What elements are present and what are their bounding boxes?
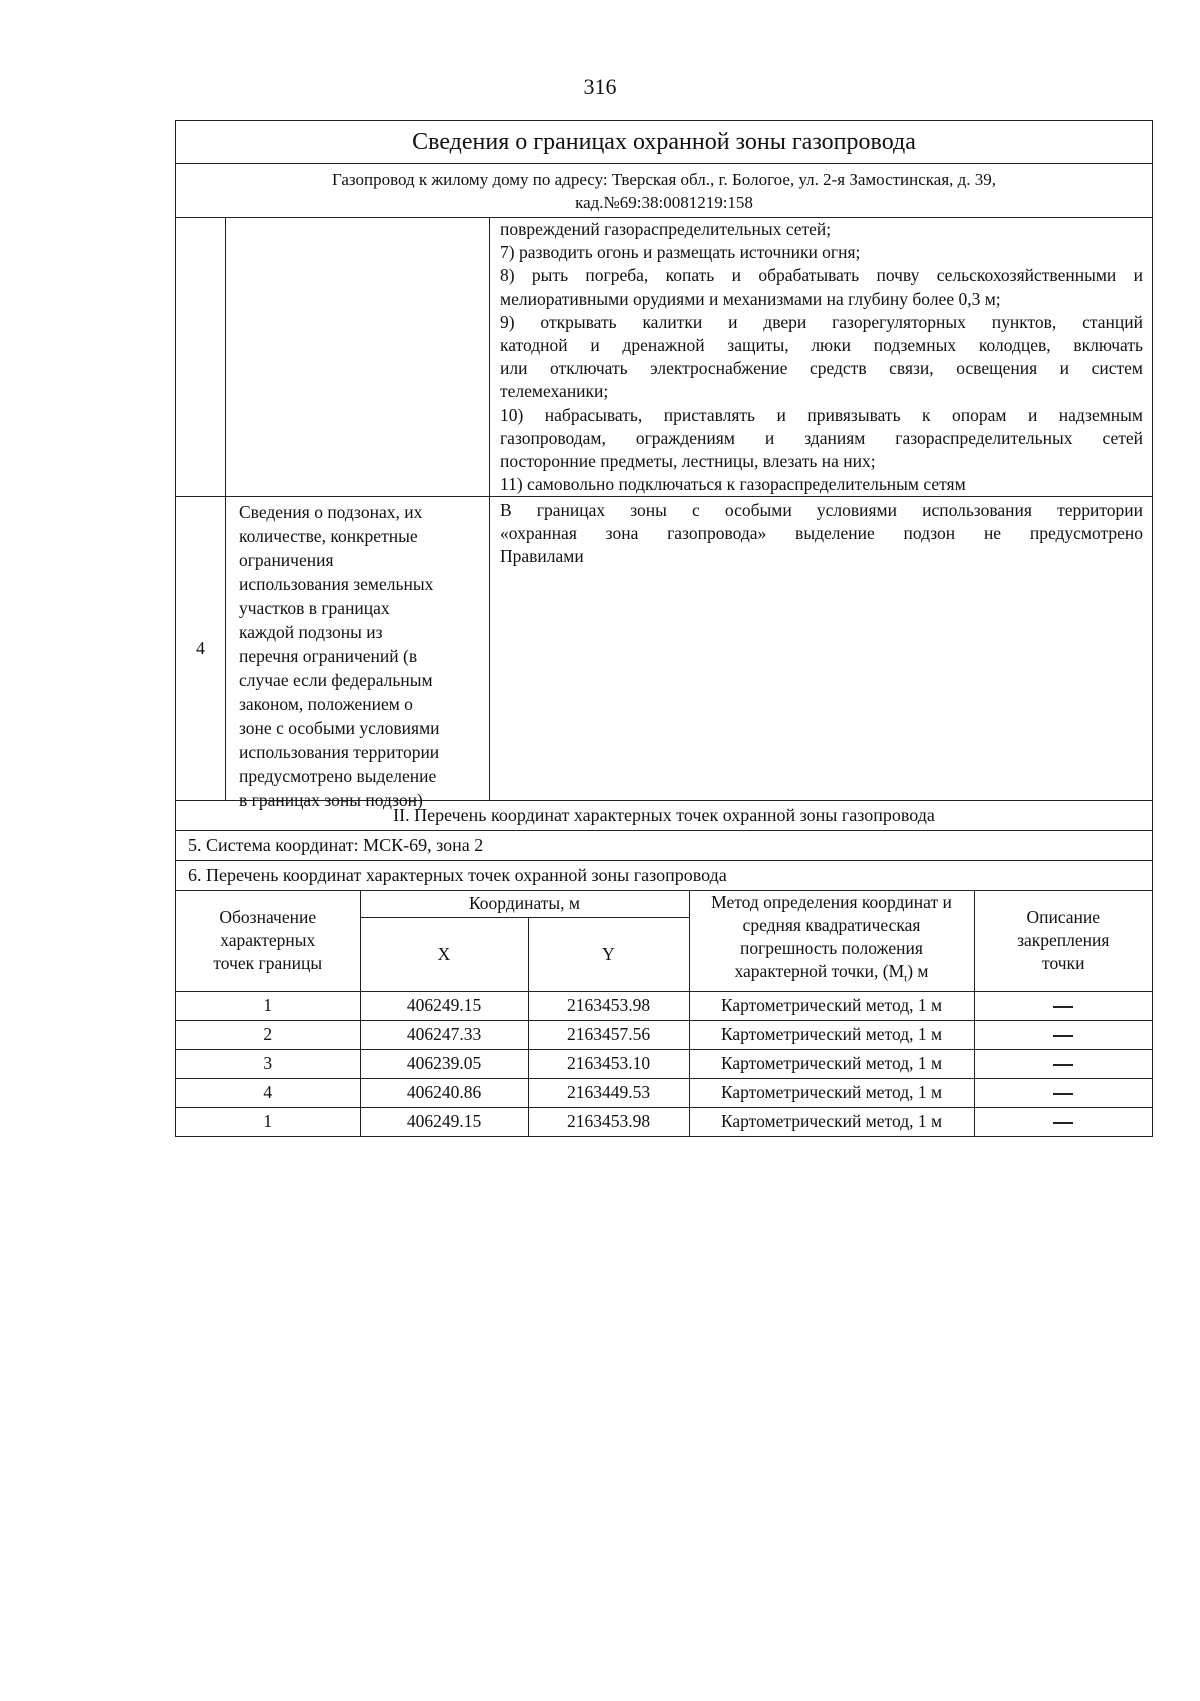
text-line: катодной и дренажной защиты, люки подземных колодцев, включать (500, 334, 1143, 355)
header-y: Y (528, 917, 689, 991)
header-point: Обозначение характерных точек границы (176, 891, 360, 991)
text-line: В границах зоны с особыми условиями использования территории (500, 500, 1143, 520)
row-number: 4 (176, 497, 226, 800)
text-line: 10) набрасывать, приставлять и привязывать к опорам и надземным (500, 404, 1143, 425)
text-line: или отключать электроснабжение средств связи, освещения и систем (500, 358, 1143, 379)
label-line: Сведения о подзонах, их (239, 502, 423, 522)
label-line: случае если федеральным (239, 670, 433, 690)
text-line: Правилами (500, 546, 584, 567)
label-line: в границах зоны подзон) (239, 790, 423, 810)
subzones-text (490, 497, 1152, 800)
row-number-cell (176, 218, 226, 496)
coordinate-system: 5. Система координат: МСК-69, зона 2 (176, 831, 1152, 861)
coordinates-table (176, 891, 1152, 1136)
restrictions-row (176, 218, 1152, 497)
subzones-row (176, 497, 1152, 810)
text-line: посторонние предметы, лестницы, влезать на них; (500, 450, 876, 471)
page-number: 316 (583, 74, 617, 99)
text-line: мелиоративными орудиями и механизмами на глубину более 0,3 м; (500, 288, 1001, 309)
text-line: «охранная зона газопровода» выделение подзон не предусмотрено (500, 523, 1143, 544)
table-row: 2 406247.33 2163457.56 Картометрический метод, 1 м (176, 1020, 1152, 1049)
text-line: 9) открывать калитки и двери газорегуляторных пунктов, станций (500, 311, 1143, 332)
table-row: 3 406239.05 2163453.10 Картометрический метод, 1 м (176, 1049, 1152, 1078)
text-line: 8) рыть погреба, копать и обрабатывать почву сельскохозяйственными и (500, 265, 1143, 286)
header-coordinates: Координаты, м (360, 891, 689, 917)
label-line: зоне с особыми условиями (239, 718, 440, 738)
text-line: телемеханики; (500, 381, 609, 402)
dash-mark (1053, 1006, 1073, 1008)
label-line: законом, положением о (239, 694, 413, 714)
label-line: ограничения (239, 550, 334, 570)
restrictions-text (490, 218, 1152, 496)
document-title: Сведения о границах охранной зоны газопровода (176, 121, 1152, 164)
subtitle-line: Газопровод к жилому дому по адресу: Тверская обл., г. Бологое, ул. 2-я Замостинская, д. 39, (331, 170, 997, 189)
label-line: участков в границах (239, 598, 390, 618)
text-line: повреждений газораспределительных сетей; (500, 219, 832, 239)
header-description: Описание закрепления точки (974, 891, 1152, 991)
label-line: каждой подзоны из (239, 622, 383, 642)
table-row: 4 406240.86 2163449.53 Картометрический метод, 1 м (176, 1078, 1152, 1107)
label-line: перечня ограничений (в (239, 646, 418, 666)
coordinate-list-title: 6. Перечень координат характерных точек охранной зоны газопровода (176, 861, 1152, 891)
text-line: газопроводам, ограждениям и зданиям газораспределительных сетей (500, 427, 1143, 448)
row-label-cell (226, 218, 490, 496)
subzones-label (226, 497, 490, 810)
label-line: использования территории (239, 742, 440, 762)
label-line: использования земельных (239, 574, 434, 594)
dash-mark (1053, 1122, 1073, 1124)
label-line: предусмотрено выделение (239, 766, 437, 786)
dash-mark (1053, 1064, 1073, 1066)
dash-mark (1053, 1093, 1073, 1095)
label-line: количестве, конкретные (239, 526, 418, 546)
text-line: 11) самовольно подключаться к газораспределительным сетям (500, 474, 966, 495)
zone-info-table (175, 120, 1153, 1137)
dash-mark (1053, 1035, 1073, 1037)
document-subtitle (176, 164, 1152, 218)
section-2-title: II. Перечень координат характерных точек охранной зоны газопровода (176, 801, 1152, 831)
text-line: 7) разводить огонь и размещать источники огня; (500, 242, 861, 263)
subtitle-line: кад.№69:38:0081219:158 (575, 193, 753, 212)
header-method: Метод определения координат и средняя квадратическая погрешность положения характерной точки, $(М_t)$ м (689, 891, 974, 991)
table-row: 1 406249.15 2163453.98 Картометрический метод, 1 м (176, 1107, 1152, 1136)
header-x: X (360, 917, 528, 991)
table-row: 1 406249.15 2163453.98 Картометрический метод, 1 м (176, 991, 1152, 1020)
